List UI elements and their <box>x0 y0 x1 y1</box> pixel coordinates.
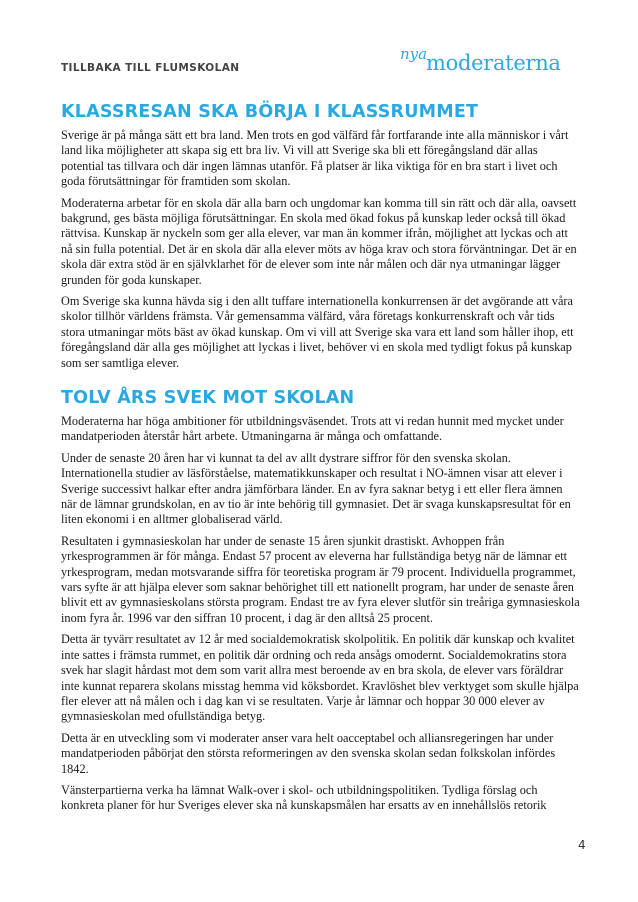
paragraph: Detta är en utveckling som vi moderater anser vara helt oacceptabel och alliansregeringen har under mandatperioden påbörjat den största reformeringen av den svenska skolan sedan folkskolan infördes 1842. <box>61 730 556 776</box>
section-heading: TOLV ÅRS SVEK MOT SKOLAN <box>61 388 355 408</box>
section-tolv-ars-svek <box>61 388 581 820</box>
paragraph: Moderaterna arbetar för en skola där alla barn och ungdomar kan komma till sin rätt och där alla, oavsett bakgrund, ges bästa möjliga förutsättningar. En skola med ökad fokus på kunskap leder också till ökad rättvisa. Kunskap är nyckeln som ger alla elever, var man än kommer ifrån, möjlighet att lyckas och att nå sin fulla potential. Det är en skola där alla elever möts av höga krav och stora förväntningar. Det är en skola där extra stöd är en självklarhet för de elever som inte når målen och där nya utmaningar lägger grunden för goda kunskaper. <box>61 195 577 287</box>
paragraph: Sverige är på många sätt ett bra land. Men trots en god välfärd får fortfarande inte alla människor i vårt land lika möjligheter att skapa sig ett bra liv. Vi vill att Sverige ska bli ett föregångsland där allas potential tas tillvara och där ingen lämnas utanför. Få platser är lika viktiga för en bra start i livet och goda förutsättningar för framtiden som skolan. <box>61 128 569 189</box>
paragraph: Detta är tyvärr resultatet av 12 år med socialdemokratisk skolpolitik. En politik där kunskap och kvalitet inte sattes i främsta rummet, en politik där ordning och reda ansågs omodernt. Socialdemokratins stora svek har slagit hårdast mot dem som varit allra mest beroende av en bra skola, de elever vars föräldrar inte kunnat reparera skolans misstag hemma vid köksbordet. Kravlöshet blev verktyget som skulle hjälpa fler elever att nå målen och i dag kan vi se resultaten. Varje år lämnar och hoppar 30 000 elever av gymnasieskolan med ofullständiga betyg. <box>61 632 579 724</box>
section-heading: KLASSRESAN SKA BÖRJA I KLASSRUMMET <box>61 102 479 122</box>
logo-word: moderaterna <box>426 51 561 75</box>
paragraph: Resultaten i gymnasieskolan har under de senaste 15 åren sjunkit drastiskt. Avhoppen från yrkesprogrammen är för många. Endast 57 procent av eleverna har fullständiga betyg när de lämnar ett yrkesprogram, medan motsvarande siffra för teoretiska program är 79 procent. Individuella programmet, vars syfte är att hjälpa elever som saknar behörighet till ett nationellt program, har under de senaste åren blivit ett av gymnasieskolans största program. Endast tre av fyra elever slutför sin treåriga gymnasieskola inom fyra år. 1996 var den siffran 10 procent, i dag är den alltså 25 procent. <box>61 533 580 625</box>
paragraph: Om Sverige ska kunna hävda sig i den allt tuffare internationella konkurrensen är det avgörande att våra skolor tillhör världens främsta. Vår gemensamma välfärd, våra företags konkurrenskraft och vår tids stora utmaningar möts bäst av ökad kunskap. Om vi vill att Sverige ska vara ett land som håller ihop, ett föregångsland där alla ges möjlighet att lyckas i livet, behöver vi en skola med tydligt fokus på kunskap som ser samtliga elever. <box>61 294 574 370</box>
section-klassresan <box>61 102 581 377</box>
paragraph: Under de senaste 20 åren har vi kunnat ta del av allt dystrare siffror för den svenska skolan. Internationella studier av läsförståelse, matematikkunskaper och resultat i NO-ämnen visar att elever i Sverige successivt halkar efter andra jämförbara länder. En av fyra saknar betyg i ett eller flera ämnen när de lämnar grundskolan, en av tio är inte behörig till gymnasiet. Det är svaga kunskapsresultat för en liten ekonomi i en alltmer globaliserad värld. <box>61 450 571 527</box>
moderaterna-logo <box>398 44 580 78</box>
paragraph: Vänsterpartierna verka ha lämnat Walk-over i skol- och utbildningspolitiken. Tydliga förslag och konkreta planer för hur Sveriges elever ska nå kunskapsmålen har ersatts av en innehållslös retorik <box>61 782 547 813</box>
logo-prefix: nya <box>400 45 428 63</box>
running-header: TILLBAKA TILL FLUMSKOLAN <box>61 62 240 74</box>
page-number: 4 <box>578 838 586 852</box>
paragraph: Moderaterna har höga ambitioner för utbildningsväsendet. Trots att vi redan hunnit med mycket under mandatperioden återstår hårt arbete. Utmaningarna är många och omfattande. <box>61 414 564 444</box>
